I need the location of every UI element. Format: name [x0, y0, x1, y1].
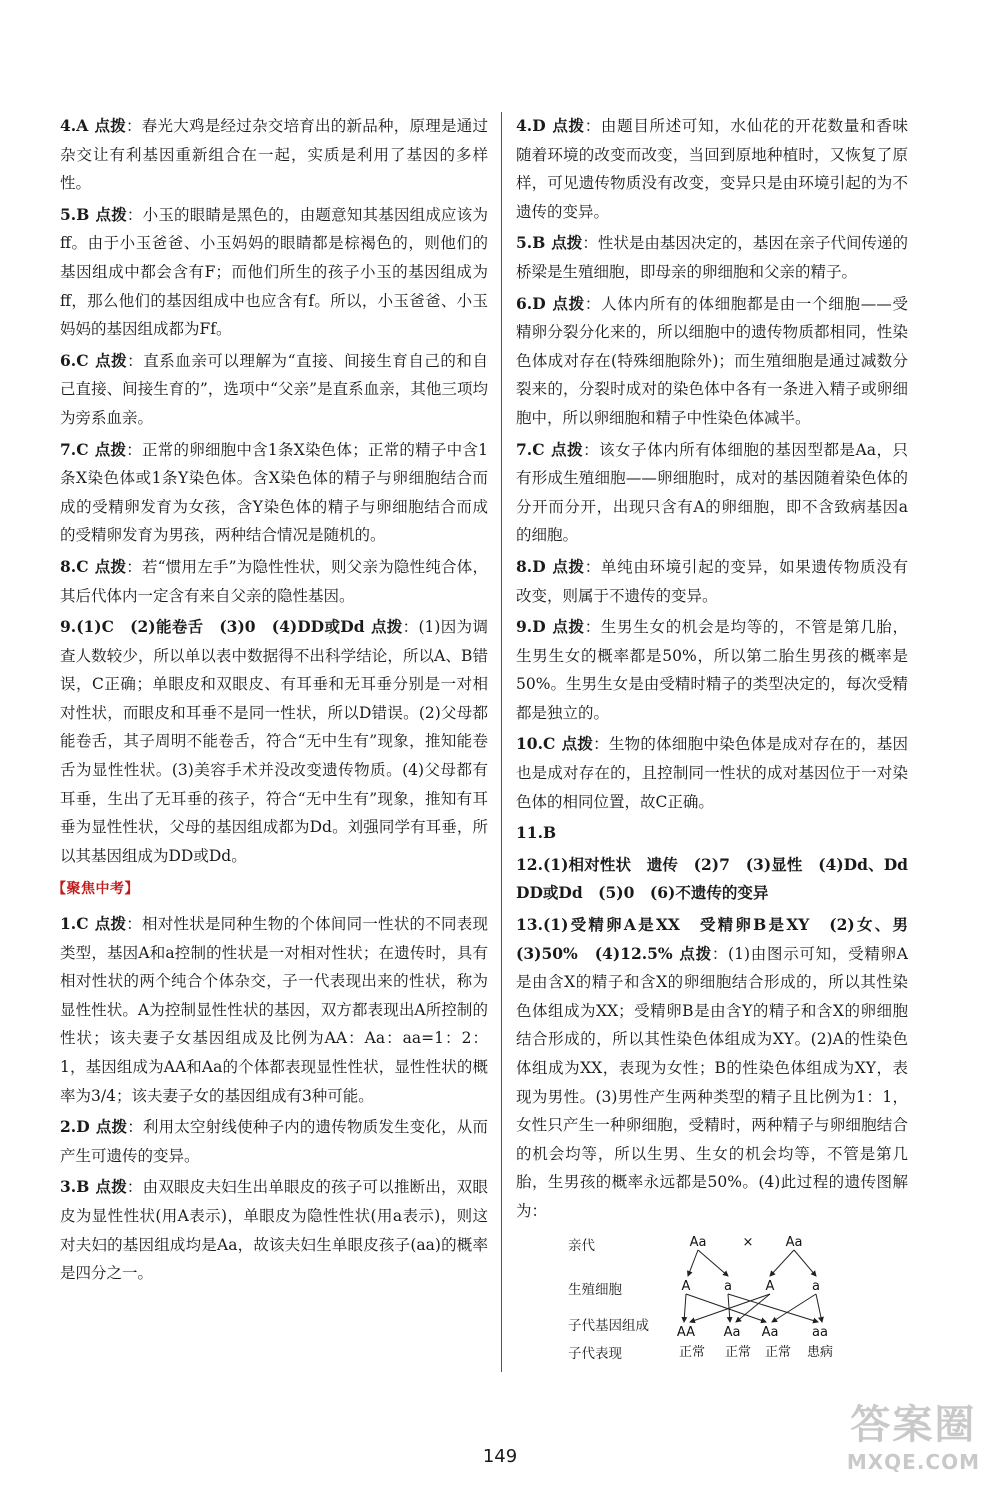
answer-tip: 点拨 [370, 618, 403, 637]
answer-text: ：利用太空射线使种子内的遗传物质发生变化，从而产生可遗传的变异。 [60, 1118, 488, 1165]
parent-genotype: Aa [785, 1234, 803, 1250]
answer-item [60, 613, 488, 870]
answer-text: ：由双眼皮夫妇生出单眼皮的孩子可以推断出，双眼皮为显性性状(用A表示)，单眼皮为隐性性状(用a表示)，则这对夫妇的基因组成均是Aa，故该夫妇生单眼皮孩子(aa)的概率是四分之一。 [60, 1178, 488, 1283]
answer-tip: 点拨 [551, 234, 583, 253]
offspring-genotype: aa [812, 1324, 828, 1340]
answer-item [60, 112, 488, 198]
answer-num: 4. [60, 116, 77, 135]
arrow-a2-Aa2 [772, 1294, 816, 1322]
answer-item [516, 730, 908, 816]
answer-text: ：人体内所有的体细胞都是由一个细胞——受精卵分裂分化来的，所以细胞中的遗传物质都相同，性染色体成对存在(特殊细胞除外)；而生殖细胞是通过减数分裂来的，分裂时成对的染色体中各有一条进入精子或卵细胞中，所以卵细胞和精子中性染色体减半。 [516, 294, 908, 427]
answer-num: 6. [60, 350, 77, 370]
answer-tip: 点拨 [561, 735, 594, 754]
offspring-genotype: Aa [761, 1324, 779, 1340]
answer-tip: 点拨 [678, 944, 712, 963]
left-column [52, 112, 488, 1291]
answer-num: 11. [516, 823, 543, 843]
answer-num: 9. [516, 617, 533, 637]
answer-text: ：单纯由环境引起的变异，如果遗传物质没有改变，则属于不遗传的变异。 [516, 557, 908, 605]
answer-num: 8. [60, 556, 77, 576]
arrow-A-AA [684, 1294, 686, 1322]
answer-tip: 点拨 [94, 440, 127, 459]
gamete-gene: A [765, 1278, 775, 1294]
row-label-phenotype: 子代表现 [568, 1345, 622, 1362]
answer-ans: B [76, 1177, 90, 1197]
arrow-p1-A [688, 1250, 698, 1276]
answer-num: 10. [516, 734, 543, 754]
answer-item [516, 290, 908, 433]
answer-ans: (1)相对性状 遗传 (2)7 (3)显性 (4)Dd、Dd DD或Dd (5)0 (6)不遗传的变异 [516, 854, 924, 903]
answer-text: ：(1)因为调查人数较少，所以单以表中数据得不出科学结论，所以A、B错误，C正确；单眼皮和双眼皮、有耳垂和无耳垂分别是一对相对性状，而眼皮和耳垂不是同一性状，所以D错误。(2)父母都能卷舌，其子周明不能卷舌，符合“无中生有”现象，推知能卷舌为显性性状。(3)美容手术并没改变遗传物质。(4)父母都有耳垂，生出了无耳垂的孩子，符合“无中生有”现象，推知有耳垂为显性性状，父母的基因组成都为Dd。刘强同学有耳垂，所以其基因组成为DD或Dd。 [60, 618, 488, 865]
answer-item [60, 910, 488, 1110]
answer-tip: 点拨 [95, 205, 127, 224]
offspring-genotype: AA [676, 1324, 696, 1340]
answer-tip: 点拨 [94, 351, 128, 370]
answer-text: ：(1)由图示可知，受精卵A是由含X的精子和含X的卵细胞结合形成的，所以其性染色体组成为XX；受精卵B是由含Y的精子和含X的卵细胞结合形成的，所以其性染色体组成为XY。(2)A的性染色体组成为XX，表现为女性；B的性染色体组成为XY，表现为男性。(3)男性产生两种类型的精子且比例为1：1，女性只产生一种卵细胞，受精时，两种精子与卵细胞结合的机会均等，所以生男、生女的机会均等，不管是第几胎，生男孩的概率永远都是50%。(4)此过程的遗传图解为： [516, 944, 908, 1220]
answer-item [60, 553, 488, 610]
answer-text: ：该女子体内所有体细胞的基因型都是Aa，只有形成生殖细胞——卵细胞时，成对的基因随着染色体的分开而分开，出现只含有A的卵细胞，即不含致病基因a的细胞。 [516, 440, 908, 545]
answer-num: 8. [516, 556, 533, 576]
answer-text: ：小玉的眼睛是黑色的，由题意知其基因组成应该为ff。由于小玉爸爸、小玉妈妈的眼睛都是棕褐色的，则他们的基因组成中都会含有F；而他们所生的孩子小玉的基因组成为ff，那么他们的基因组成中也应含有f。所以，小玉爸爸、小玉妈妈的基因组成都为Ff。 [60, 205, 488, 339]
row-label-parents: 亲代 [568, 1237, 595, 1254]
offspring-genotype: Aa [723, 1324, 741, 1340]
answer-item [60, 1113, 488, 1170]
inheritance-diagram [516, 1232, 908, 1362]
answer-ans: C [76, 914, 89, 934]
offspring-phenotype: 正常 [764, 1344, 792, 1360]
gamete-gene: A [681, 1278, 691, 1294]
answer-ans: C [532, 439, 545, 459]
answer-ans: C [76, 556, 89, 576]
arrow-p1-a [698, 1250, 728, 1276]
answer-ans: D [532, 293, 546, 313]
answer-tip: 点拨 [95, 1118, 128, 1137]
answer-ans: B [542, 823, 557, 843]
answer-ans: D [532, 617, 546, 637]
answer-num: 7. [516, 439, 533, 459]
answer-ans: (1)C (2)能卷舌 (3)0 (4)DD或Dd [76, 617, 365, 637]
answer-item [516, 851, 924, 908]
answer-tip: 点拨 [95, 1178, 127, 1197]
answer-item [516, 819, 908, 848]
answer-tip: 点拨 [551, 294, 585, 313]
answer-num: 7. [60, 439, 77, 459]
answer-tip: 点拨 [94, 557, 127, 576]
answer-text: ：生物的体细胞中染色体是成对存在的，基因也是成对存在的，且控制同一性状的成对基因位于一对染色体的相同位置，故C正确。 [516, 735, 908, 811]
answer-text: ：性状是由基因决定的，基因在亲子代间传递的桥梁是生殖细胞，即母亲的卵细胞和父亲的精子。 [516, 234, 908, 281]
offspring-phenotype: 正常 [678, 1344, 706, 1360]
row-label-gametes: 生殖细胞 [568, 1281, 622, 1298]
answer-item [516, 911, 924, 1226]
answer-ans: A [76, 116, 89, 135]
answer-item [60, 436, 488, 550]
answer-ans: C [542, 734, 556, 754]
answer-ans: C [76, 350, 89, 370]
answer-ans: D [532, 116, 546, 135]
arrow-a2-aa [816, 1294, 822, 1322]
answer-text: ：春光大鸡是经过杂交培育出的新品种，原理是通过杂交让有利基因重新组合在一起，实质是利用了基因的多样性。 [60, 117, 488, 193]
answer-text: ：正常的卵细胞中含1条X染色体；正常的精子中含1条X染色体或1条Y染色体。含X染色体的精子与卵细胞结合而成的受精卵发育为女孩，含Y染色体的精子与卵细胞结合而成的受精卵发育为男孩，两种结合情况是随机的。 [60, 440, 488, 545]
answer-tip: 点拨 [551, 618, 585, 637]
offspring-phenotype: 正常 [724, 1344, 752, 1360]
answer-item [516, 436, 908, 550]
watermark-logo [847, 1393, 980, 1474]
answer-text: ：若“惯用左手”为隐性性状，则父亲为隐性纯合体，其后代体内一定含有来自父亲的隐性基因。 [60, 557, 488, 605]
answer-ans: D [532, 556, 546, 576]
answer-tip: 点拨 [94, 117, 126, 135]
answer-text: ：由题目所述可知，水仙花的开花数量和香味随着环境的改变而改变，当回到原地种植时，又恢复了原样，可见遗传物质没有改变，变异只是由环境引起的为不遗传的变异。 [516, 117, 908, 221]
page-number: 149 [482, 1446, 518, 1467]
arrow-A-Aa2 [686, 1294, 766, 1322]
answer-num: 12. [516, 854, 543, 874]
watermark-line1: 答案圈 [850, 1402, 977, 1448]
answer-item [516, 553, 908, 610]
answer-ans: D [76, 1117, 90, 1137]
answer-item [516, 229, 908, 286]
answer-num: 5. [60, 204, 77, 224]
answer-ans: C [76, 439, 89, 459]
gamete-gene: a [812, 1278, 820, 1294]
column-divider [501, 112, 502, 1372]
watermark-line2: MXQE.COM [846, 1450, 980, 1474]
answer-num: 9. [60, 617, 77, 637]
answer-num: 1. [60, 914, 77, 934]
answer-item [60, 201, 488, 344]
answer-item [60, 1173, 488, 1287]
offspring-phenotype: 患病 [806, 1344, 834, 1360]
parent-genotype: Aa [689, 1234, 707, 1250]
answer-tip: 点拨 [94, 915, 127, 934]
answer-item [516, 613, 908, 727]
answer-item [516, 112, 908, 226]
answer-tip: 点拨 [551, 557, 585, 576]
answer-ans: B [76, 204, 90, 224]
row-label-offspring: 子代基因组成 [568, 1317, 649, 1334]
answer-ans: B [532, 233, 546, 253]
answer-text: ：直系血亲可以理解为“直接、间接生育自己的和自己直接、间接生育的”，选项中“父亲”是直系血亲，其他三项均为旁系血亲。 [60, 351, 488, 427]
answer-text: ：相对性状是同种生物的个体间同一性状的不同表现类型，基因A和a控制的性状是一对相对性状；在遗传时，具有相对性状的两个纯合个体杂交，子一代表现出来的性状，称为显性性状。A为控制显性性状的基因，双方都表现出A所控制的性状；该夫妻子女基因组成及比例为AA：Aa：aa=1：2：1，基因组成为AA和Aa的个体都表现显性性状，显性性状的概率为3/4；该夫妻子女的基因组成有3种可能。 [60, 915, 488, 1105]
answer-num: 3. [60, 1177, 77, 1197]
answer-num: 5. [516, 233, 533, 253]
answer-ans: (1)受精卵A是XX 受精卵B是XY (2)女、男 (3)50% (4)12.5% [516, 915, 924, 963]
answer-text: ：生男生女的机会是均等的，不管是第几胎，生男生女的概率都是50%，所以第二胎生男孩的概率是50%。生男生女是由受精时精子的类型决定的，每次受精都是独立的。 [516, 618, 908, 722]
answer-num: 6. [516, 293, 533, 313]
answer-num: 13. [516, 915, 543, 935]
answer-num: 4. [516, 116, 533, 135]
gamete-gene: a [724, 1278, 732, 1294]
answer-tip: 点拨 [551, 117, 585, 135]
section-title: 【聚焦中考】 [52, 881, 139, 898]
answer-tip: 点拨 [550, 440, 584, 459]
answer-item [60, 347, 488, 433]
right-column [516, 112, 924, 1362]
arrow-p2-A [770, 1250, 794, 1276]
arrow-p2-a [794, 1250, 816, 1276]
parent-genotype: × [742, 1234, 754, 1250]
answer-num: 2. [60, 1117, 77, 1137]
